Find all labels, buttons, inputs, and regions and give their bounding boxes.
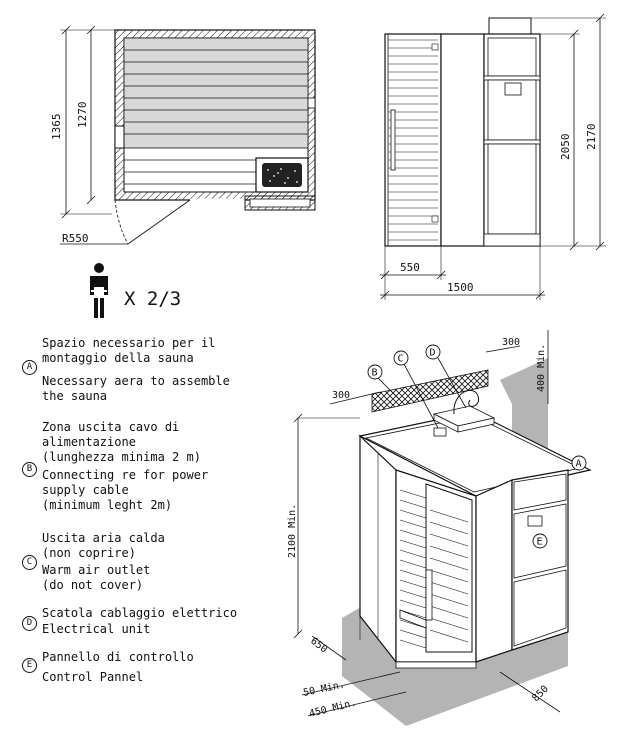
persons-label: X 2/3 xyxy=(124,288,182,310)
dim-r550: R550 xyxy=(62,232,89,245)
legend-text-it: Scatola cablaggio elettrico xyxy=(42,606,238,620)
legend-text-en: Control Pannel xyxy=(42,670,144,684)
dim-1500: 1500 xyxy=(447,281,474,294)
dim-450min: 450 Min. xyxy=(308,697,358,720)
plan-view xyxy=(50,26,315,245)
legend-marker-a: A xyxy=(22,360,37,375)
legend-marker-b: B xyxy=(22,462,37,477)
legend-marker-e: E xyxy=(22,658,37,673)
dim-300-left: 300 xyxy=(332,390,351,401)
heater xyxy=(256,158,308,192)
legend-text-it: Spazio necessario per il montaggio della sauna xyxy=(42,336,216,365)
callout-a xyxy=(572,456,586,470)
legend-text-it: Pannello di controllo xyxy=(42,650,194,664)
legend-text-it: Uscita aria calda (non coprire) xyxy=(42,531,165,560)
dim-2050: 2050 xyxy=(559,133,572,160)
legend-text-it: Zona uscita cavo di alimentazione (lunghezza minima 2 m) xyxy=(42,420,201,464)
front-view xyxy=(380,14,606,300)
svg-text:E: E xyxy=(536,536,543,548)
dim-850: 850 xyxy=(530,683,551,705)
legend-text-en: Necessary aera to assemble the sauna xyxy=(42,374,230,403)
dim-50min: 50 Min. xyxy=(302,679,346,699)
svg-text:C: C xyxy=(397,353,404,365)
dim-650: 650 xyxy=(308,635,330,656)
svg-text:B: B xyxy=(371,367,378,379)
legend-marker-d: D xyxy=(22,616,37,631)
dim-2100min: 2100 Min. xyxy=(287,503,298,558)
legend-text-en: Electrical unit xyxy=(42,622,151,636)
legend-marker-c: C xyxy=(22,555,37,570)
person-icon xyxy=(90,263,108,318)
callout-e xyxy=(533,534,547,548)
svg-text:D: D xyxy=(429,347,436,359)
dim-2170: 2170 xyxy=(585,123,598,150)
svg-text:A: A xyxy=(575,458,582,470)
dim-550: 550 xyxy=(400,261,420,274)
dim-1365: 1365 xyxy=(50,113,63,140)
legend-text-en: Connecting re for power supply cable (minimum leght 2m) xyxy=(42,468,209,512)
legend-text-en: Warm air outlet (do not cover) xyxy=(42,563,151,592)
dim-1270: 1270 xyxy=(76,101,89,128)
isometric-view xyxy=(287,330,590,726)
dim-400min: 400 Min. xyxy=(536,343,547,392)
dim-300-right: 300 xyxy=(502,337,521,348)
